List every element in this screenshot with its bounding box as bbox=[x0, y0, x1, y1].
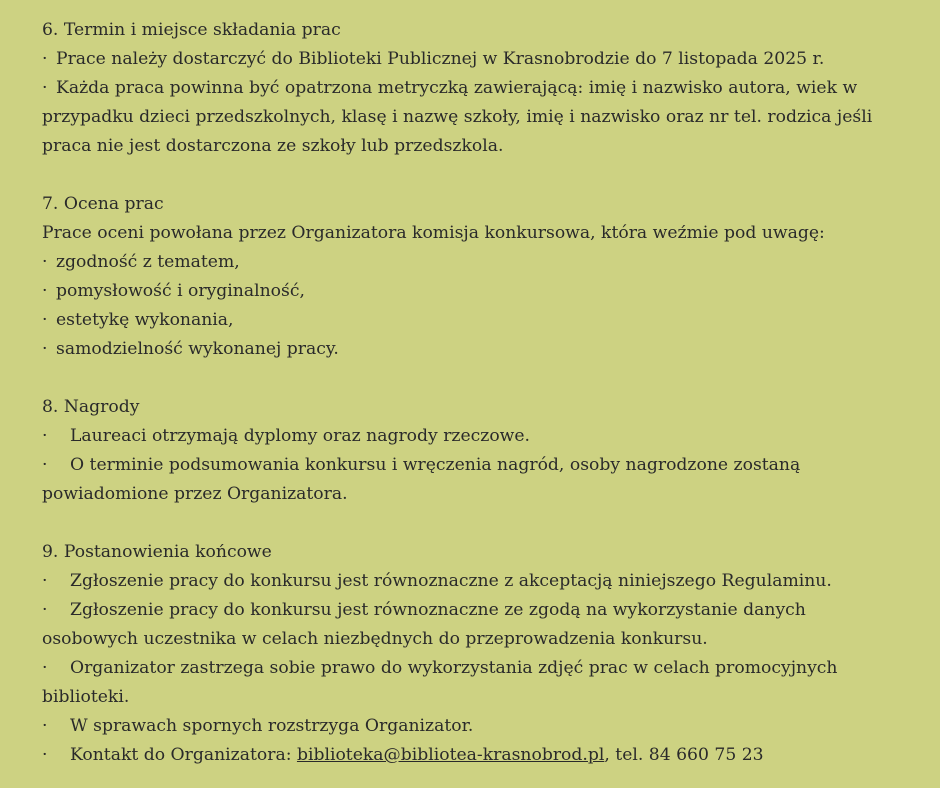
section-6-item-2-cont: praca nie jest dostarczona ze szkoły lub przedszkola. bbox=[42, 136, 504, 156]
contact-phone: , tel. 84 660 75 23 bbox=[604, 745, 764, 765]
section-9-item-4: · W sprawach spornych rozstrzyga Organizator. bbox=[42, 716, 474, 736]
section-6-item-1: · Prace należy dostarczyć do Biblioteki Publicznej w Krasnobrodzie do 7 listopada 2025 r. bbox=[42, 49, 825, 69]
section-8-item-2-cont: powiadomione przez Organizatora. bbox=[42, 484, 348, 504]
section-7-criterion: · zgodność z tematem, bbox=[42, 252, 240, 272]
section-8-heading: 8. Nagrody bbox=[42, 397, 140, 417]
section-7-criterion: · pomysłowość i oryginalność, bbox=[42, 281, 305, 301]
section-6-item-2-cont: przypadku dzieci przedszkolnych, klasę i nazwę szkoły, imię i nazwisko oraz nr tel. rodzica jeśli bbox=[42, 107, 873, 127]
section-7-heading: 7. Ocena prac bbox=[42, 194, 164, 214]
section-8-item-1: · Laureaci otrzymają dyplomy oraz nagrody rzeczowe. bbox=[42, 426, 531, 446]
section-6-item-2: · Każda praca powinna być opatrzona metryczką zawierającą: imię i nazwisko autora, wiek w bbox=[42, 78, 858, 98]
section-9-item-3-cont: biblioteki. bbox=[42, 687, 130, 707]
section-9-item-1: · Zgłoszenie pracy do konkursu jest równoznaczne z akceptacją niniejszego Regulaminu. bbox=[42, 571, 832, 591]
section-9-contact: · Kontakt do Organizatora: biblioteka@bibliotea-krasnobrod.pl, tel. 84 660 75 23 bbox=[42, 745, 764, 765]
section-9-item-3: · Organizator zastrzega sobie prawo do wykorzystania zdjęć prac w celach promocyjnych bbox=[42, 658, 838, 678]
section-7-intro: Prace oceni powołana przez Organizatora komisja konkursowa, która weźmie pod uwagę: bbox=[42, 223, 825, 243]
section-7-criterion: · estetykę wykonania, bbox=[42, 310, 234, 330]
section-6-heading: 6. Termin i miejsce składania prac bbox=[42, 20, 341, 40]
section-9-item-2-cont: osobowych uczestnika w celach niezbędnych do przeprowadzenia konkursu. bbox=[42, 629, 708, 649]
section-7-criterion: · samodzielność wykonanej pracy. bbox=[42, 339, 339, 359]
section-9-item-2: · Zgłoszenie pracy do konkursu jest równoznaczne ze zgodą na wykorzystanie danych bbox=[42, 600, 806, 620]
section-9-heading: 9. Postanowienia końcowe bbox=[42, 542, 272, 562]
contact-label: Kontakt do Organizatora: bbox=[70, 745, 297, 765]
contact-email-link[interactable]: biblioteka@bibliotea-krasnobrod.pl bbox=[296, 745, 605, 765]
section-8-item-2: · O terminie podsumowania konkursu i wręczenia nagród, osoby nagrodzone zostaną bbox=[42, 455, 801, 475]
